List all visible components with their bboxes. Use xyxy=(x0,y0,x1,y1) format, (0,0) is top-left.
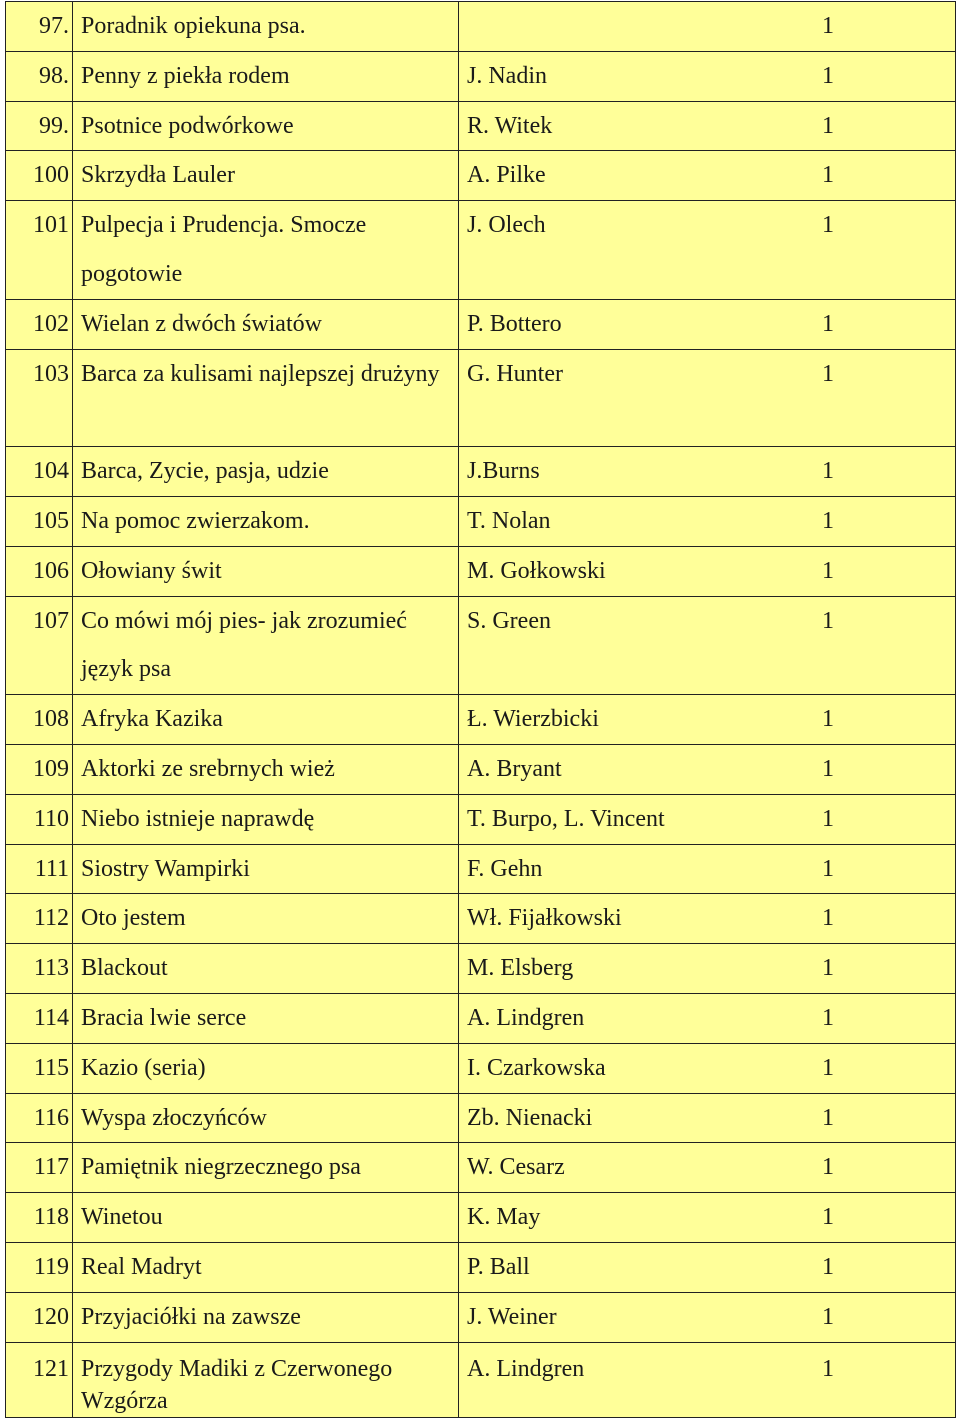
row-number-cell xyxy=(6,496,73,546)
row-number-cell xyxy=(6,349,73,447)
book-quantity: 1 xyxy=(822,212,834,239)
author-quantity-cell xyxy=(459,695,956,745)
row-number: 111 xyxy=(34,855,69,882)
book-author: S. Green xyxy=(467,607,551,634)
row-number-cell xyxy=(6,1093,73,1143)
book-title: Wielan z dwóch światów xyxy=(81,310,322,337)
row-number: 104 xyxy=(33,458,69,485)
row-number: 100 xyxy=(33,162,69,189)
book-author: T. Nolan xyxy=(467,507,551,534)
row-number-cell xyxy=(6,201,73,300)
book-quantity: 1 xyxy=(822,905,834,932)
table-row xyxy=(6,2,956,52)
book-author: Ł. Wierzbicki xyxy=(467,706,599,733)
row-number: 101 xyxy=(33,212,69,239)
book-title-cell xyxy=(73,1043,459,1093)
book-title-cell xyxy=(73,1093,459,1143)
book-title-cell xyxy=(73,496,459,546)
book-quantity: 1 xyxy=(822,13,834,39)
book-title-cell xyxy=(73,894,459,944)
book-title-cell xyxy=(73,1193,459,1243)
book-title: Przyjaciółki na zawsze xyxy=(81,1303,301,1330)
author-quantity-cell xyxy=(459,744,956,794)
row-number: 108 xyxy=(33,706,69,733)
book-title: Psotnice podwórkowe xyxy=(81,112,294,139)
author-quantity-cell xyxy=(459,596,956,695)
table-row xyxy=(6,794,956,844)
row-number-cell xyxy=(6,844,73,894)
book-quantity: 1 xyxy=(822,507,834,534)
row-number: 120 xyxy=(33,1303,69,1330)
book-title-cell xyxy=(73,695,459,745)
row-number: 110 xyxy=(33,805,69,832)
author-quantity-cell xyxy=(459,101,956,151)
book-title: Afryka Kazika xyxy=(81,706,223,733)
book-author xyxy=(467,2,822,51)
book-quantity: 1 xyxy=(822,1355,834,1382)
book-title: Przygody Madiki z Czerwonego Wzgórza xyxy=(81,1355,393,1414)
book-title: Siostry Wampirki xyxy=(81,855,250,882)
book-quantity: 1 xyxy=(822,360,834,387)
book-title: Barca za kulisami najlepszej drużyny xyxy=(81,360,440,387)
book-author: P. Ball xyxy=(467,1253,530,1280)
book-quantity: 1 xyxy=(822,162,834,189)
author-quantity-cell xyxy=(459,447,956,497)
book-title-cell xyxy=(73,1143,459,1193)
row-number-cell xyxy=(6,151,73,201)
book-title: Poradnik opiekuna psa. xyxy=(81,13,306,39)
book-title: Blackout xyxy=(81,955,168,982)
table-row xyxy=(6,1043,956,1093)
row-number: 113 xyxy=(33,955,69,982)
book-author: F. Gehn xyxy=(467,855,543,882)
author-quantity-cell xyxy=(459,201,956,300)
book-title: Kazio (seria) xyxy=(81,1054,206,1081)
table-row xyxy=(6,894,956,944)
book-author: A. Lindgren xyxy=(467,1004,585,1031)
book-title-cell xyxy=(73,596,459,695)
book-author: A. Lindgren xyxy=(467,1355,585,1382)
book-title-cell xyxy=(73,1242,459,1292)
book-title: Skrzydła Lauler xyxy=(81,162,235,189)
book-author: J.Burns xyxy=(467,458,540,485)
book-quantity: 1 xyxy=(822,1204,834,1231)
book-title-cell xyxy=(73,794,459,844)
book-quantity: 1 xyxy=(822,706,834,733)
book-title-cell xyxy=(73,744,459,794)
table-row xyxy=(6,201,956,300)
book-title-cell xyxy=(73,151,459,201)
author-quantity-cell xyxy=(459,349,956,447)
book-author: Wł. Fijałkowski xyxy=(467,905,622,932)
row-number: 114 xyxy=(33,1004,69,1031)
book-quantity: 1 xyxy=(822,955,834,982)
row-number: 119 xyxy=(33,1253,69,1280)
author-quantity-cell xyxy=(459,844,956,894)
author-quantity-cell xyxy=(459,993,956,1043)
table-row xyxy=(6,1342,956,1417)
book-author: W. Cesarz xyxy=(467,1154,565,1181)
book-title-cell xyxy=(73,546,459,596)
book-author: K. May xyxy=(467,1204,541,1231)
table-row xyxy=(6,1193,956,1243)
book-quantity: 1 xyxy=(822,1154,834,1181)
table-row xyxy=(6,1093,956,1143)
book-title: Aktorki ze srebrnych wież xyxy=(81,755,335,782)
row-number: 105 xyxy=(33,507,69,534)
book-quantity: 1 xyxy=(822,1303,834,1330)
row-number: 109 xyxy=(33,755,69,782)
book-quantity: 1 xyxy=(822,607,834,634)
book-author: R. Witek xyxy=(467,112,553,139)
book-title-cell xyxy=(73,993,459,1043)
row-number-cell xyxy=(6,794,73,844)
book-author: A. Bryant xyxy=(467,755,562,782)
row-number-cell xyxy=(6,447,73,497)
row-number-cell xyxy=(6,1043,73,1093)
author-quantity-cell xyxy=(459,1193,956,1243)
book-quantity: 1 xyxy=(822,458,834,485)
book-author: J. Nadin xyxy=(467,62,547,89)
row-number: 102 xyxy=(33,310,69,337)
author-quantity-cell xyxy=(459,944,956,994)
table-row xyxy=(6,744,956,794)
author-quantity-cell xyxy=(459,894,956,944)
row-number-cell xyxy=(6,993,73,1043)
book-author: P. Bottero xyxy=(467,310,562,337)
row-number-cell xyxy=(6,944,73,994)
row-number-cell xyxy=(6,596,73,695)
book-title: Real Madryt xyxy=(81,1253,202,1280)
row-number: 97. xyxy=(39,13,69,39)
row-number-cell xyxy=(6,101,73,151)
row-number-cell xyxy=(6,1342,73,1417)
table-row xyxy=(6,496,956,546)
author-quantity-cell xyxy=(459,1342,956,1417)
row-number-cell xyxy=(6,1292,73,1342)
book-author: J. Olech xyxy=(467,212,546,239)
table-row xyxy=(6,695,956,745)
author-quantity-cell xyxy=(459,1093,956,1143)
book-quantity: 1 xyxy=(822,557,834,584)
row-number: 116 xyxy=(33,1104,69,1131)
book-quantity: 1 xyxy=(822,805,834,832)
book-list-body xyxy=(6,2,956,1418)
book-title-cell xyxy=(73,844,459,894)
row-number: 117 xyxy=(33,1154,69,1181)
table-row xyxy=(6,993,956,1043)
book-quantity: 1 xyxy=(822,1104,834,1131)
book-quantity: 1 xyxy=(822,112,834,139)
row-number-cell xyxy=(6,894,73,944)
book-author: A. Pilke xyxy=(467,162,546,189)
author-quantity-cell xyxy=(459,794,956,844)
row-number-cell xyxy=(6,1193,73,1243)
book-title-cell xyxy=(73,299,459,349)
book-quantity: 1 xyxy=(822,1054,834,1081)
book-quantity: 1 xyxy=(822,755,834,782)
table-row xyxy=(6,349,956,447)
book-title: Co mówi mój pies- jak zrozumieć język psa xyxy=(81,607,407,683)
table-row xyxy=(6,844,956,894)
table-row xyxy=(6,1292,956,1342)
book-quantity: 1 xyxy=(822,1004,834,1031)
book-author: J. Weiner xyxy=(467,1303,557,1330)
table-row xyxy=(6,1143,956,1193)
book-title-cell xyxy=(73,201,459,300)
author-quantity-cell xyxy=(459,151,956,201)
book-title-cell xyxy=(73,2,459,52)
row-number: 107 xyxy=(33,607,69,634)
row-number: 98. xyxy=(39,62,69,89)
row-number-cell xyxy=(6,51,73,101)
row-number-cell xyxy=(6,744,73,794)
book-list-table xyxy=(5,1,956,1418)
book-author: M. Elsberg xyxy=(467,955,574,982)
table-row xyxy=(6,101,956,151)
book-title: Penny z piekła rodem xyxy=(81,62,290,89)
row-number: 121 xyxy=(33,1355,69,1382)
author-quantity-cell xyxy=(459,299,956,349)
book-title-cell xyxy=(73,51,459,101)
book-author: I. Czarkowska xyxy=(467,1054,606,1081)
book-title-cell xyxy=(73,1342,459,1417)
book-quantity: 1 xyxy=(822,1253,834,1280)
book-title-cell xyxy=(73,447,459,497)
book-title: Pamiętnik niegrzecznego psa xyxy=(81,1154,361,1181)
book-title: Bracia lwie serce xyxy=(81,1004,247,1031)
book-title: Na pomoc zwierzakom. xyxy=(81,507,310,534)
table-row xyxy=(6,1242,956,1292)
table-row xyxy=(6,596,956,695)
table-row xyxy=(6,546,956,596)
book-title: Barca, Zycie, pasja, udzie xyxy=(81,458,329,485)
author-quantity-cell xyxy=(459,1242,956,1292)
row-number: 112 xyxy=(33,905,69,932)
author-quantity-cell xyxy=(459,1043,956,1093)
book-author: M. Gołkowski xyxy=(467,557,606,584)
row-number-cell xyxy=(6,546,73,596)
author-quantity-cell xyxy=(459,1143,956,1193)
author-quantity-cell xyxy=(459,546,956,596)
book-author: T. Burpo, L. Vincent xyxy=(467,805,665,832)
author-quantity-cell xyxy=(459,496,956,546)
table-row xyxy=(6,51,956,101)
book-title: Niebo istnieje naprawdę xyxy=(81,805,315,832)
row-number-cell xyxy=(6,1143,73,1193)
book-quantity: 1 xyxy=(822,310,834,337)
book-title: Pulpecja i Prudencja. Smocze pogotowie xyxy=(81,212,367,287)
author-quantity-cell xyxy=(459,2,956,52)
row-number: 99. xyxy=(39,112,69,139)
author-quantity-cell xyxy=(459,51,956,101)
row-number-cell xyxy=(6,2,73,52)
table-row xyxy=(6,944,956,994)
book-quantity: 1 xyxy=(822,855,834,882)
book-author: Zb. Nienacki xyxy=(467,1104,593,1131)
book-title: Ołowiany świt xyxy=(81,557,222,584)
book-title: Winetou xyxy=(81,1204,163,1231)
row-number-cell xyxy=(6,299,73,349)
row-number: 115 xyxy=(33,1054,69,1081)
author-quantity-cell xyxy=(459,1292,956,1342)
row-number: 103 xyxy=(33,360,69,387)
table-row xyxy=(6,299,956,349)
row-number-cell xyxy=(6,1242,73,1292)
book-title-cell xyxy=(73,1292,459,1342)
book-title-cell xyxy=(73,101,459,151)
row-number-cell xyxy=(6,695,73,745)
book-title-cell xyxy=(73,349,459,447)
book-title: Wyspa złoczyńców xyxy=(81,1104,267,1131)
row-number: 106 xyxy=(33,557,69,584)
table-row xyxy=(6,151,956,201)
book-title-cell xyxy=(73,944,459,994)
row-number: 118 xyxy=(33,1204,69,1231)
book-author: G. Hunter xyxy=(467,360,563,387)
table-row xyxy=(6,447,956,497)
book-quantity: 1 xyxy=(822,62,834,89)
book-title: Oto jestem xyxy=(81,905,186,932)
